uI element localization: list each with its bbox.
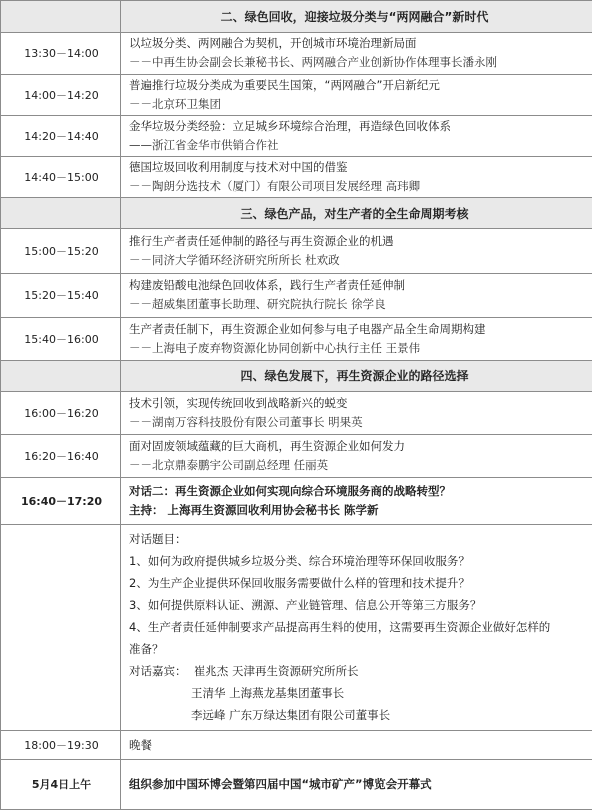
agenda-title: 金华垃圾分类经验：立足城乡环境综合治理，再造绿色回收体系 (129, 119, 451, 134)
final-label: 组织参加中国环博会暨第四届中国“城市矿产”博览会开幕式 (121, 759, 592, 809)
agenda-row (1, 229, 592, 274)
agenda-content (121, 391, 592, 434)
agenda-time: 13:30－14:00 (1, 32, 121, 74)
agenda-time: 15:40－16:00 (1, 317, 121, 360)
agenda-content (121, 434, 592, 477)
dialogue-guest (129, 660, 588, 682)
agenda-speaker: －－上海电子废弃物资源化协同创新中心执行主任 王景伟 (129, 340, 421, 355)
dialogue-header-row (1, 477, 592, 524)
agenda-title: 普遍推行垃圾分类成为重要民生国策，“两网融合”开启新纪元 (129, 78, 440, 93)
agenda-title: 构建废铅酸电池绿色回收体系，践行生产者责任延伸制 (129, 278, 405, 293)
agenda-time: 14:40－15:00 (1, 157, 121, 198)
agenda-title: 面对固废领域蕴藏的巨大商机，再生资源企业如何发力 (129, 438, 405, 453)
agenda-time: 15:00－15:20 (1, 229, 121, 274)
dialogue-topic-label: 对话题目： (129, 532, 187, 547)
section-row (1, 1, 592, 33)
final-time: 5月4日上午 (1, 759, 121, 809)
agenda-speaker: －－超威集团董事长助理、研究院执行院长 徐学良 (129, 297, 386, 312)
agenda-speaker: －－陶朗分选技术（厦门）有限公司项目发展经理 高玮卿 (129, 179, 421, 194)
agenda-row (1, 32, 592, 74)
dialogue-time: 16:40－17:20 (1, 477, 121, 524)
dialogue-guests-label: 对话嘉宾： (129, 664, 187, 679)
agenda-row (1, 274, 592, 317)
agenda-content (121, 229, 592, 274)
agenda-title: 技术引领，实现传统回收到战略新兴的蜕变 (129, 395, 348, 410)
agenda-row (1, 116, 592, 157)
final-row (1, 759, 592, 809)
dialogue-question: 4、生产者责任延伸制要求产品提高再生料的使用，这需要再生资源企业做好怎样的 (129, 620, 551, 635)
dialogue-guest-name: 崔兆杰 天津再生资源研究所所长 (193, 664, 359, 679)
agenda-title: 生产者责任制下，再生资源企业如何参与电子电器产品全生命周期构建 (129, 321, 486, 336)
agenda-speaker: －－同济大学循环经济研究所所长 杜欢政 (129, 253, 340, 268)
agenda-content (121, 116, 592, 157)
section-title: 三、绿色产品，对生产者的全生命周期考核 (121, 198, 592, 229)
dialogue-question: 1、如何为政府提供城乡垃圾分类、综合环境治理等环保回收服务？ (129, 554, 470, 569)
agenda-content (121, 75, 592, 116)
section-time-cell (1, 360, 121, 391)
agenda-row (1, 391, 592, 434)
agenda-speaker: －－北京环卫集团 (129, 97, 221, 112)
dialogue-question: 2、为生产企业提供环保回收服务需要做什么样的管理和技术提升？ (129, 576, 470, 591)
dialogue-question: 3、如何提供原料认证、溯源、产业链管理、信息公开等第三方服务？ (129, 598, 482, 613)
agenda-title: 以垃圾分类、两网融合为契机，开创城市环境治理新局面 (129, 36, 417, 51)
agenda-title: 推行生产者责任延伸制的路径与再生资源企业的机遇 (129, 234, 394, 249)
dialogue-guest: 李远峰 广东万绿达集团有限公司董事长 (191, 708, 391, 723)
agenda-content (121, 317, 592, 360)
section-title: 二、绿色回收，迎接垃圾分类与“两网融合”新时代 (121, 1, 592, 33)
agenda-title: 德国垃圾回收利用制度与技术对中国的借鉴 (129, 160, 348, 175)
agenda-speaker: －－中再生协会副会长兼秘书长、两网融合产业创新协作体理事长潘永刚 (129, 55, 497, 70)
dialogue-title: 对话二：再生资源企业如何实现向综合环境服务商的战略转型？ (129, 484, 451, 499)
agenda-content (121, 32, 592, 74)
agenda-row (1, 434, 592, 477)
section-time-cell (1, 198, 121, 229)
dinner-time: 18:00－19:30 (1, 730, 121, 759)
section-title: 四、绿色发展下，再生资源企业的路径选择 (121, 360, 592, 391)
dialogue-host: 主持： 上海再生资源回收利用协会秘书长 陈学新 (129, 503, 379, 518)
section-time-cell (1, 1, 121, 33)
dinner-label: 晚餐 (121, 730, 592, 759)
agenda-row (1, 157, 592, 198)
dialogue-guest: 王清华 上海燕龙基集团董事长 (191, 686, 345, 701)
dialogue-detail (121, 525, 592, 731)
dinner-row (1, 730, 592, 759)
agenda-content (121, 274, 592, 317)
dialogue-question: 准备？ (129, 642, 164, 657)
agenda-speaker: －－湖南万容科技股份有限公司董事长 明果英 (129, 414, 363, 429)
agenda-row (1, 75, 592, 116)
dialogue-detail-row (1, 525, 592, 731)
agenda-time: 15:20－15:40 (1, 274, 121, 317)
agenda-time: 16:00－16:20 (1, 391, 121, 434)
dialogue-detail-time-cell (1, 525, 121, 731)
agenda-speaker: －－北京鼎泰鹏宇公司副总经理 任丽英 (129, 457, 329, 472)
dialogue-header (121, 477, 592, 524)
agenda-row (1, 317, 592, 360)
agenda-time: 14:00－14:20 (1, 75, 121, 116)
section-row (1, 360, 592, 391)
agenda-speaker: ——浙江省金华市供销合作社 (129, 138, 279, 153)
agenda-content (121, 157, 592, 198)
section-row (1, 198, 592, 229)
agenda-time: 14:20－14:40 (1, 116, 121, 157)
agenda-time: 16:20－16:40 (1, 434, 121, 477)
